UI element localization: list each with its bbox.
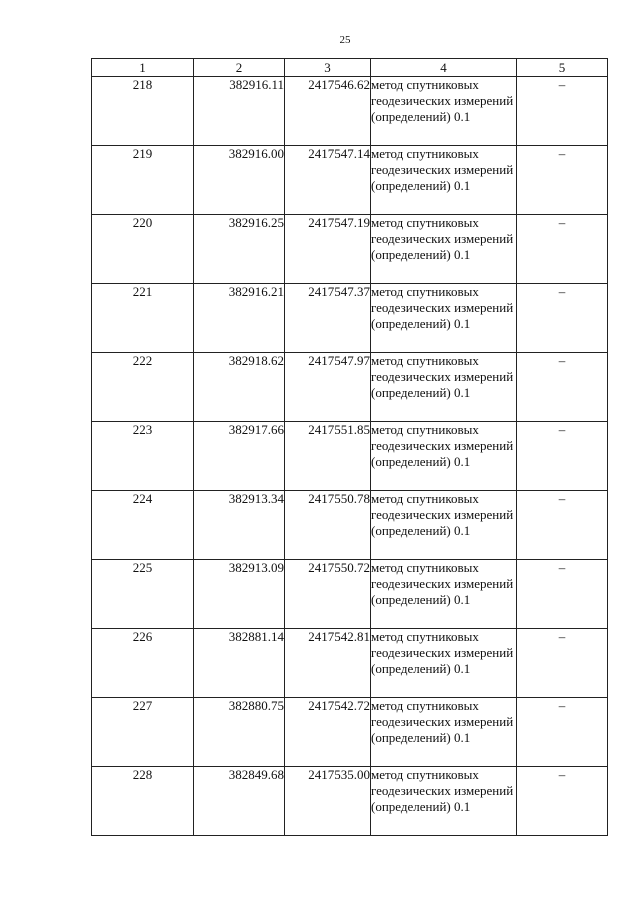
table-row: [92, 284, 608, 353]
table-row: [92, 215, 608, 284]
table-header-row: [92, 59, 608, 77]
coord-y: 2417547.14: [285, 146, 371, 215]
coord-y: 2417535.00: [285, 767, 371, 836]
coord-x: 382916.00: [194, 146, 285, 215]
note: –: [517, 698, 608, 767]
coord-x: 382913.34: [194, 491, 285, 560]
coord-y: 2417550.72: [285, 560, 371, 629]
note: –: [517, 215, 608, 284]
method-description: метод спутниковых геодезических измерений (определений) 0.1: [371, 353, 517, 422]
method-description: метод спутниковых геодезических измерений (определений) 0.1: [371, 422, 517, 491]
note: –: [517, 491, 608, 560]
coord-x: 382916.11: [194, 77, 285, 146]
table-row: [92, 146, 608, 215]
coordinates-table: [91, 58, 608, 836]
method-description: метод спутниковых геодезических измерений (определений) 0.1: [371, 77, 517, 146]
point-number: 226: [92, 629, 194, 698]
table-row: [92, 491, 608, 560]
header-col-4: 4: [371, 59, 517, 77]
coord-x: 382849.68: [194, 767, 285, 836]
header-col-1: 1: [92, 59, 194, 77]
note: –: [517, 629, 608, 698]
method-description: метод спутниковых геодезических измерений (определений) 0.1: [371, 215, 517, 284]
point-number: 228: [92, 767, 194, 836]
coord-x: 382880.75: [194, 698, 285, 767]
note: –: [517, 560, 608, 629]
coord-y: 2417550.78: [285, 491, 371, 560]
note: –: [517, 767, 608, 836]
coord-x: 382916.21: [194, 284, 285, 353]
method-description: метод спутниковых геодезических измерений (определений) 0.1: [371, 491, 517, 560]
table-row: [92, 353, 608, 422]
note: –: [517, 284, 608, 353]
method-description: метод спутниковых геодезических измерений (определений) 0.1: [371, 767, 517, 836]
note: –: [517, 353, 608, 422]
method-description: метод спутниковых геодезических измерений (определений) 0.1: [371, 560, 517, 629]
method-description: метод спутниковых геодезических измерений (определений) 0.1: [371, 629, 517, 698]
coord-x: 382918.62: [194, 353, 285, 422]
note: –: [517, 422, 608, 491]
coord-x: 382916.25: [194, 215, 285, 284]
coord-y: 2417551.85: [285, 422, 371, 491]
header-col-2: 2: [194, 59, 285, 77]
coord-y: 2417542.72: [285, 698, 371, 767]
header-col-3: 3: [285, 59, 371, 77]
table-row: [92, 422, 608, 491]
table-row: [92, 77, 608, 146]
note: –: [517, 77, 608, 146]
point-number: 224: [92, 491, 194, 560]
point-number: 227: [92, 698, 194, 767]
table-row: [92, 560, 608, 629]
page-number: 25: [339, 34, 351, 46]
table-row: [92, 629, 608, 698]
coord-x: 382881.14: [194, 629, 285, 698]
point-number: 220: [92, 215, 194, 284]
table-row: [92, 767, 608, 836]
coord-x: 382917.66: [194, 422, 285, 491]
coord-y: 2417542.81: [285, 629, 371, 698]
coord-y: 2417547.19: [285, 215, 371, 284]
point-number: 221: [92, 284, 194, 353]
table-row: [92, 698, 608, 767]
point-number: 222: [92, 353, 194, 422]
note: –: [517, 146, 608, 215]
point-number: 218: [92, 77, 194, 146]
point-number: 223: [92, 422, 194, 491]
method-description: метод спутниковых геодезических измерений (определений) 0.1: [371, 284, 517, 353]
coord-y: 2417547.37: [285, 284, 371, 353]
coord-y: 2417546.62: [285, 77, 371, 146]
header-col-5: 5: [517, 59, 608, 77]
point-number: 225: [92, 560, 194, 629]
method-description: метод спутниковых геодезических измерений (определений) 0.1: [371, 146, 517, 215]
coord-x: 382913.09: [194, 560, 285, 629]
coord-y: 2417547.97: [285, 353, 371, 422]
method-description: метод спутниковых геодезических измерений (определений) 0.1: [371, 698, 517, 767]
point-number: 219: [92, 146, 194, 215]
